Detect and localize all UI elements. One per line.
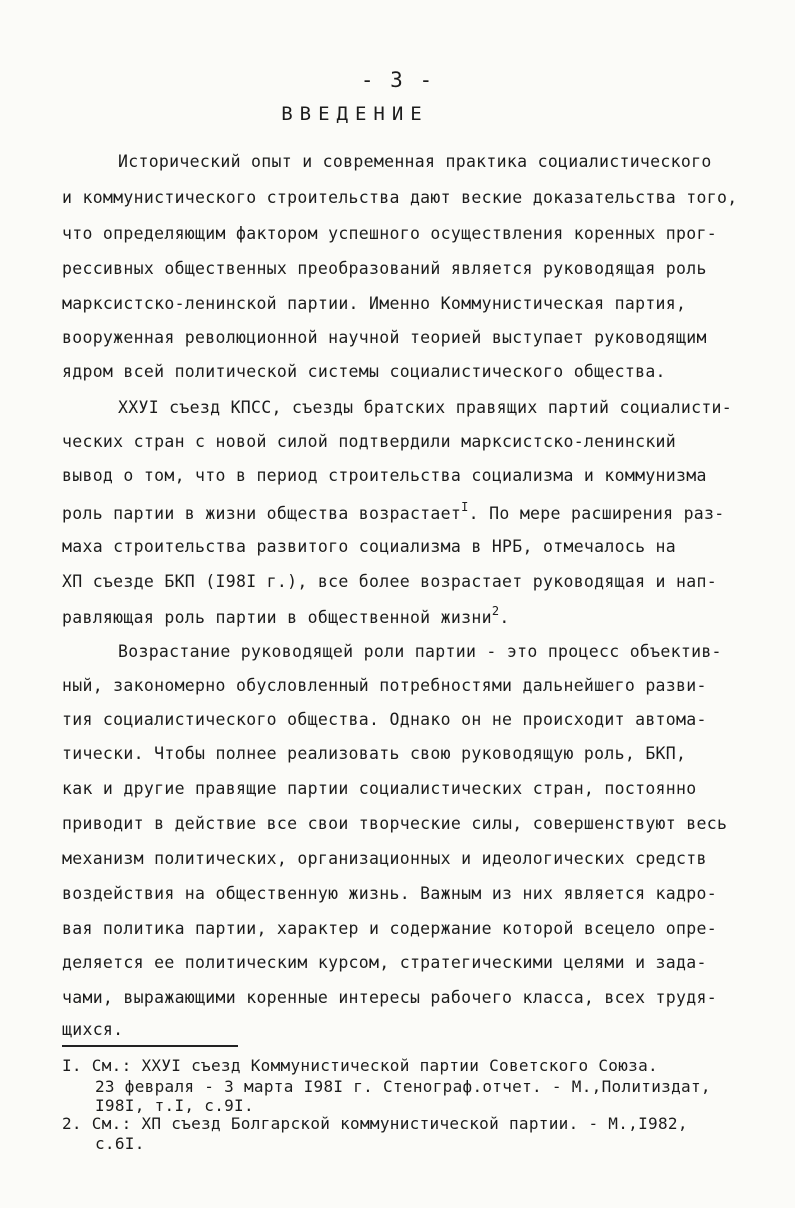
text-line: рессивных общественных преобразований является руководящая роль: [62, 259, 707, 278]
text-line: ХХУI съезд КПСС, съезды братских правящих партий социалисти-: [118, 398, 733, 417]
text-line: что определяющим фактором успешного осуществления коренных прог-: [62, 224, 717, 243]
text-line: тия социалистического общества. Однако он не происходит автома-: [62, 710, 707, 729]
text-line: приводит в действие все свои творческие силы, совершенствуют весь: [62, 814, 728, 833]
page-heading: ВВЕДЕНИЕ: [281, 103, 429, 125]
footnote-line: 23 февраля - 3 марта I98I г. Стенограф.отчет. - М.,Политиздат,: [95, 1077, 711, 1096]
footnote-line: 2. См.: ХП съезд Болгарской коммунистической партии. - М.,I982,: [62, 1114, 688, 1133]
text-line: Возрастание руководящей роли партии - это процесс объектив-: [118, 642, 722, 661]
text-line: марксистско-ленинской партии. Именно Коммунистическая партия,: [62, 294, 687, 313]
text-line: Исторический опыт и современная практика социалистического: [118, 152, 712, 171]
footnote-line: I. См.: ХХУI съезд Коммунистической партии Советского Союза.: [62, 1056, 658, 1075]
footnote-ref-2: 2: [491, 604, 500, 618]
text-line: щихся.: [62, 1020, 124, 1039]
text-line: вая политика партии, характер и содержание которой всецело опре-: [62, 919, 717, 938]
footnote-ref-1: I: [461, 500, 469, 514]
text-line: тически. Чтобы полнее реализовать свою руководящую роль, БКП,: [62, 744, 687, 763]
text-segment: роль партии в жизни общества возрастает: [62, 504, 462, 523]
text-line: механизм политических, организационных и идеологических средств: [62, 849, 707, 868]
text-line: маха строительства развитого социализма в НРБ, отмечалось на: [62, 537, 677, 556]
text-line: и коммунистического строительства дают веские доказательства того,: [62, 188, 738, 207]
text-line: чами, выражающими коренные интересы рабочего класса, всех трудя-: [62, 988, 717, 1007]
text-line: [62, 500, 725, 523]
text-segment: . По мере расширения раз-: [468, 504, 725, 523]
text-line: деляется ее политическим курсом, стратегическими целями и зада-: [62, 953, 707, 972]
text-line: как и другие правящие партии социалистических стран, постоянно: [62, 779, 697, 798]
footnote-divider: [62, 1045, 238, 1047]
footnote-line: с.6I.: [95, 1134, 145, 1153]
text-segment: равляющая роль партии в общественной жизни: [62, 608, 492, 627]
text-line: вооруженная революционной научной теорией выступает руководящим: [62, 328, 707, 347]
text-line: воздействия на общественную жизнь. Важным из них является кадро-: [62, 884, 717, 903]
text-line: ХП съезде БКП (I98I г.), все более возрастает руководящая и нап-: [62, 572, 717, 591]
text-line: ядром всей политической системы социалистического общества.: [62, 362, 666, 381]
text-line: ческих стран с новой силой подтвердили марксистско-ленинский: [62, 432, 677, 451]
text-line: ный, закономерно обусловленный потребностями дальнейшего разви-: [62, 676, 707, 695]
text-line: равляющая роль партии в общественной жизни$^2$.: [62, 604, 510, 627]
text-line: вывод о том, что в период строительства социализма и коммунизма: [62, 466, 707, 485]
footnote-line: I98I, т.I, с.9I.: [95, 1096, 254, 1115]
page-number: - 3 -: [360, 68, 435, 92]
